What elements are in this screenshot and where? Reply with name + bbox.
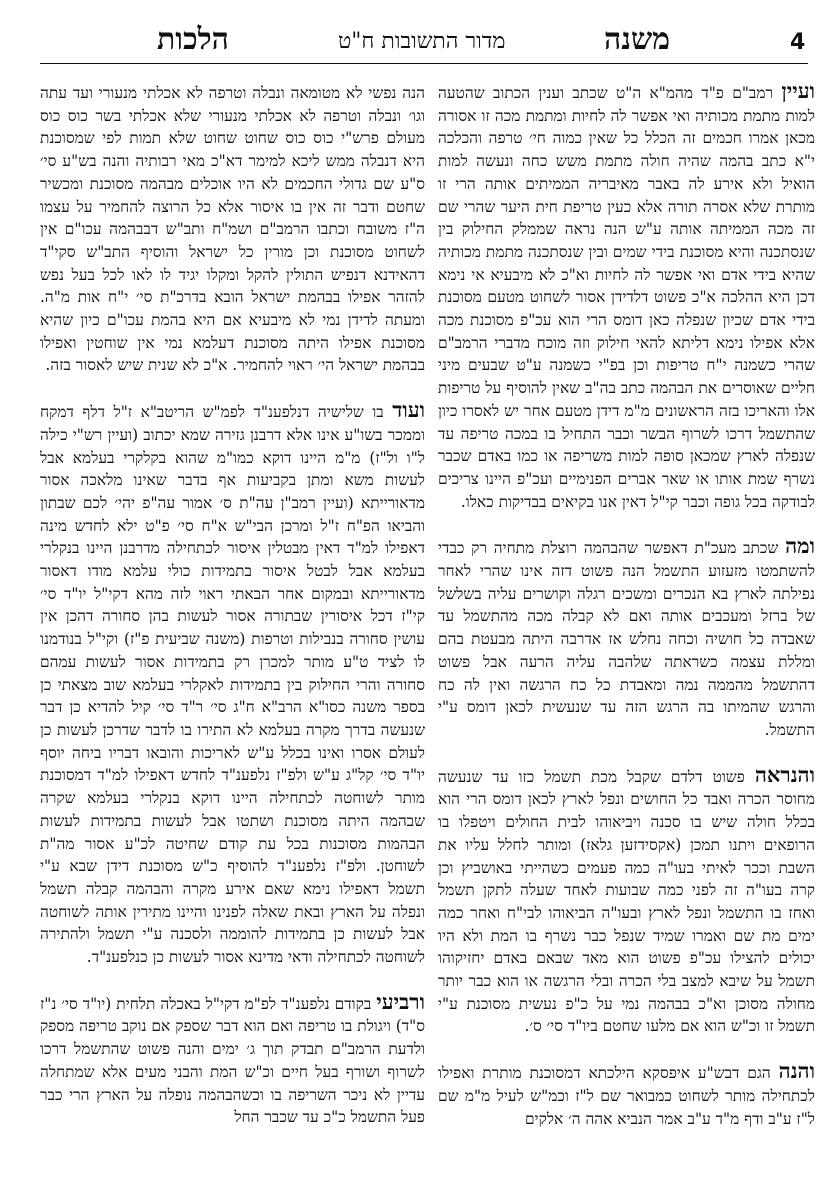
running-title-center: מדור התשובות ח"ט bbox=[338, 29, 506, 54]
paragraph-lead-word: ועוד bbox=[392, 397, 425, 423]
paragraph bbox=[40, 399, 425, 969]
paragraph-text: הגם דבש"ע איפסקא הילכתא דמסוכנת מותרת ואפילו לכתחילה מותר לשחוט כמבואר שם ל"ז וכמ"ש לעיל מ"מ שם ל"ז ע"ב ודף מ"ד ע"ב אמר הנביא אהה ה׳ אלקים bbox=[438, 1064, 815, 1128]
paragraph-lead-word: ורביעי bbox=[376, 988, 425, 1014]
left-column bbox=[40, 80, 425, 1151]
paragraph-lead-word: והנה bbox=[778, 1058, 815, 1084]
paragraph-lead-word: ועיין bbox=[781, 78, 815, 103]
page-number: 4 bbox=[790, 30, 806, 55]
paragraph bbox=[40, 988, 425, 1129]
paragraph-lead-word: ומה bbox=[785, 533, 815, 559]
paragraph bbox=[438, 761, 815, 1038]
paragraph-text: שכתב מעכ"ת דאפשר שהבהמה רוצלת מתחיה רק כבדי להשתמטו מזעזוע התשמל הנה פשוט דזה אינו שהרי לאחר נפילתה לארץ בא הנכרים ומשכים רגלה וקושרים עליה בשלשל של ברזל ומעכבים אותה ואם לא קבלה מכה מהתשמל עד שאבדה כל חושיה וכחה נחלש אז אדרבה היתה מבעטת בהם ומללת עצמה כשראתה שלהבה עליה הרעה אבל פשוט דהתשמל מהממה נמה ומאבדת כל כח הרגשה ואין לה כח והרגש שהמיתו בה הרגש הזה עד שנעשית לכאן דומס ע"י התשמל. bbox=[438, 539, 815, 739]
running-title-left: הלכות bbox=[157, 22, 229, 57]
paragraph-text: הנה נפשי לא מטומאה ונבלה וטרפה לא אכלתי מנעורי ועד עתה וגו׳ ונבלה וטרפה לא אכלתי מנעורי שלא אכלתי בשר כוס כוס מעולם פרש"י כוס כוס שחוט שחוט שלא תמות לפי שמסוכנת היא דנבלה ממש ליכא למימר דא"כ מאי רבותיה והנה בש"ע סי׳ ס"ע שם גדולי החכמים לא היו אוכלים מבהמה מסוכנת ומכשיר שחטם ודבר זה אין בו איסור אלא כל הרוצה להחמיר על עצמו ה"ז משובח וכתבו הרמב"ם ושמ"ח ותב"ש דבבהמה עכו"ם אין לשחוט מסוכנת וכן מורין כל ישראל והוסיף התב"ש סקי"ד דהאידנא דנפיש התולין להקל ומקלו יגיד לו לאו לכל בעל נפש להזהר אפילו בבהמת ישראל הובא בדרכ"ת סי׳ י"ח אות מ"ה. ומעתה לדידן נמי לא מיבעיא אם היא בהמת עכו"ם כיון שהיא מסוכנת אפילו היתה מסוכנת דעלמא נמי אין שוחטין ואפילו בבהמת ישראל הי׳ ראוי להחמיר. א"כ לא שנית שיש לאסור בזה. bbox=[40, 84, 425, 375]
paragraph bbox=[438, 80, 815, 513]
paragraph bbox=[438, 1060, 815, 1130]
paragraph-text: בו שלישיה דנלפענ"ד לפמ"ש הריטב"א ז"ל דלף דמקח וממכר בשו"ע אינו אלא דרבנן גזירה שמא יכתוב (ועיין רש"י כילה ל"ו ול"ז) מ"מ היינו דוקא כמו"מ שהוא בקלקרי בעלמא אבל לעשות משא ומתן בקביעות אף בדבר שאינו מלאכה אסור מדאורייתא (ועיין רמב"ן עה"ת ס׳ אמור עה"פ יהי׳ לכם שבתון והביאו הפ"ח ז"ל ומרכן הבי"ש א"ח סי׳ פ"ט ילא לחדש מינה דאפילו למ"ד דאין מבטלין איסור לכתחילה מדרבנן היינו בנקלרי בעלמא אבל לבטל איסור בתמידות כולי עלמא מודו דאסור מדאורייתא ובמקום אחר הבאתי ראוי לזה מהא דקי"ל יו"ד סי׳ קי"ז דכל איסורין שבתורה אסור לעשות בהן סחורה דהכן אין עושין סחורה בנבילות וטרפות (משנה שביעית פ"ז) וקי"ל בנודמנו לו לציד ט"ע מותר למכרן רק בתמידות אסור לעשות עמהם סחורה והרי החילוק בין בתמידות לאקלרי בעלמא שוב מצאתי כן בספר משנה כסו"א הרב"א ח"ג סי׳ ר"ד סי׳ קיל להדיא כן דבר שנעשה בדרך מקרה בעלמא לא התירו בו לדבר שדרכן לעשות כן לעולם אסרו ואינו בכלל ע"ש לאריכות והובאו דבריו ביחה יוסף יו"ד סי׳ קל"ג ע"ש ולפ"ז נלפענ"ד לחדש דאפילו למ"ד דמסוכנת מותר לשוחטה לכתחילה היינו דוקא בנקלרי בעלמא שקרה שבהמה היתה מסוכנת ושתטו אבל לעשות בתמידות לעשות הבהמות מסוכנות בכל עת קודם שחיטה לכ"ע אסור מה"ת לשוחטן. ולפ"ז נלפענ"ד להוסיף כ"ש מסוכנת דידן שבא ע"י תשמל דאפילו נימא שאם אירע מקרה והבהמה קבלה תשמל ונפלה על הארץ ובאת שאלה לפנינו והיינו מתירין אותה לשוחטה אבל לעשות כן בתמידות להוממה ולסכנה ע"י תשמל ולהתירה לשוחטה לכתחילה ודאי מדינא אסור לעשות כן כנלפענ"ד. bbox=[40, 403, 425, 967]
paragraph bbox=[40, 80, 425, 377]
header-rule bbox=[40, 63, 808, 64]
paragraph-text: רמב"ם פ"ד מהמ"א ה"ט שכתב וענין הכתוב שהטעה למות מתמת מכותיה ואי אפשר לה לחיות ומתמת מכה זו אסורה מכאן אמרו חכמים זה הכלל כל שאין כמוה חי׳ טרפה והכלכה י"א כתב בהמה שהיה חולה מתמת משש כחה ונעשה למות הואיל ולא אירע לה באבר מאיבריה הממיתים אותה הרי זו מותרת שלא אסרה תורה אלא כעין טריפת חית היער שהרי שם זה מכה הממיתה אותה ע"ש הנה נראה שממלק החילוק בין שנסתכנה והיא מסוכנת בידי שמים ובין שנסתכנה מתמת מכותיה שהיא בידי אדם ואי אפשר לה לחיות וא"כ לא מיבעיא אי נימא דכן היא ההלכה א"כ פשוט דלדידן אסור לשחוט מטעם מסוכנת בידי אדם שכיון שנפלה כאן דומס הרי הוא עכ"פ מסוכנת מכה אלא אפילו נימא דליתא להאי חילוק וזה מוכח מדברי הרמב"ם שהרי כשמנה י"ח טריפות וכן בפ"י כשמנה ע"ט שבעים מיני חליים שאוסרים את הבהמה כתב בה"ב שאין להוסיף על טריפות אלו והאריכו בזה הראשונים מ"מ דידן מטעם אחר יש לאסרו כיון שהתשמל דרכו לשרוף הבשר וכבר התחיל בו במכה טריפה עד שנפלה לארץ שמכאן סופה למות משריפה או כמו באדם שכבר נשרף שמת אותו או שאר אברים הפנימיים ועכ"פ היינו צריכים לבודקה בכל גופה וכבר קי"ל דאין אנו בקיאים בבדיקות כאלו. bbox=[438, 84, 815, 511]
page-header bbox=[0, 0, 833, 75]
paragraph bbox=[438, 535, 815, 741]
running-title-right: משנה bbox=[604, 22, 671, 57]
right-column bbox=[438, 80, 815, 1152]
paragraph-lead-word: והנראה bbox=[754, 761, 815, 787]
paragraph-text: פשוט דלדם שקבל מכת תשמל כזו עד שנעשה מחוסר הכרה ואבד כל החושים ונפל לארץ לכאן דומס הרי הוא בכלל חולה שיש בו סכנה ויביאוהו לבית החולים ויטפלו בו הרופאים ויתנו תמכן (אקסידזען גלאז) ומותר לחלל עליו את השבת וככר לאיתי בעו"ה כמה פעמים כשהייתי באושביץ וכן קרה בעו"ה זה לפני כמה שבועות לאחד שעלה לתקן תשמל ואחז בו התשמל ונפל לארץ ובעו"ה הביאוהו לבי"ח ואחר כמה ימים מת שם ואמרו שמיד שנפל כבר נשרף בו המת ולא היו יכולים להצילו עכ"פ פשוט הוא מאד שבאם באדם יחזיקוהו תשמל על שיבא למצב בלי הכרה ובלי הרגשה או הוא כבר יותר מחולה מסוכן וא"כ בבהמה נמי על כ"פ נעשית מסוכנת ע"י תשמל זו וכ"ש הוא אם מלעו שחטם ביו"ד סי׳ ס׳. bbox=[438, 767, 815, 1036]
paragraph-text: בקודם נלפענ"ד לפ"מ דקי"ל באכלה תלחית (יו"ד סי׳ נ"ז ס"ד) ויגולת בו טריפה ואם הוא דבר שספק אם נוקב טריפה מספק ולדעת הרמב"ם תבדק תוך ג׳ ימים והנה פשוט שהתשמל דרכו לשרוף ושורף בעל חיים וכ"ש המת והבני מעים אלא שמתחלה עדיין לא ניכר השריפה בו וכשהבהמה נופלה על הארץ הרי כבר פעל התשמל כ"כ עד שכבר החל bbox=[40, 994, 425, 1127]
